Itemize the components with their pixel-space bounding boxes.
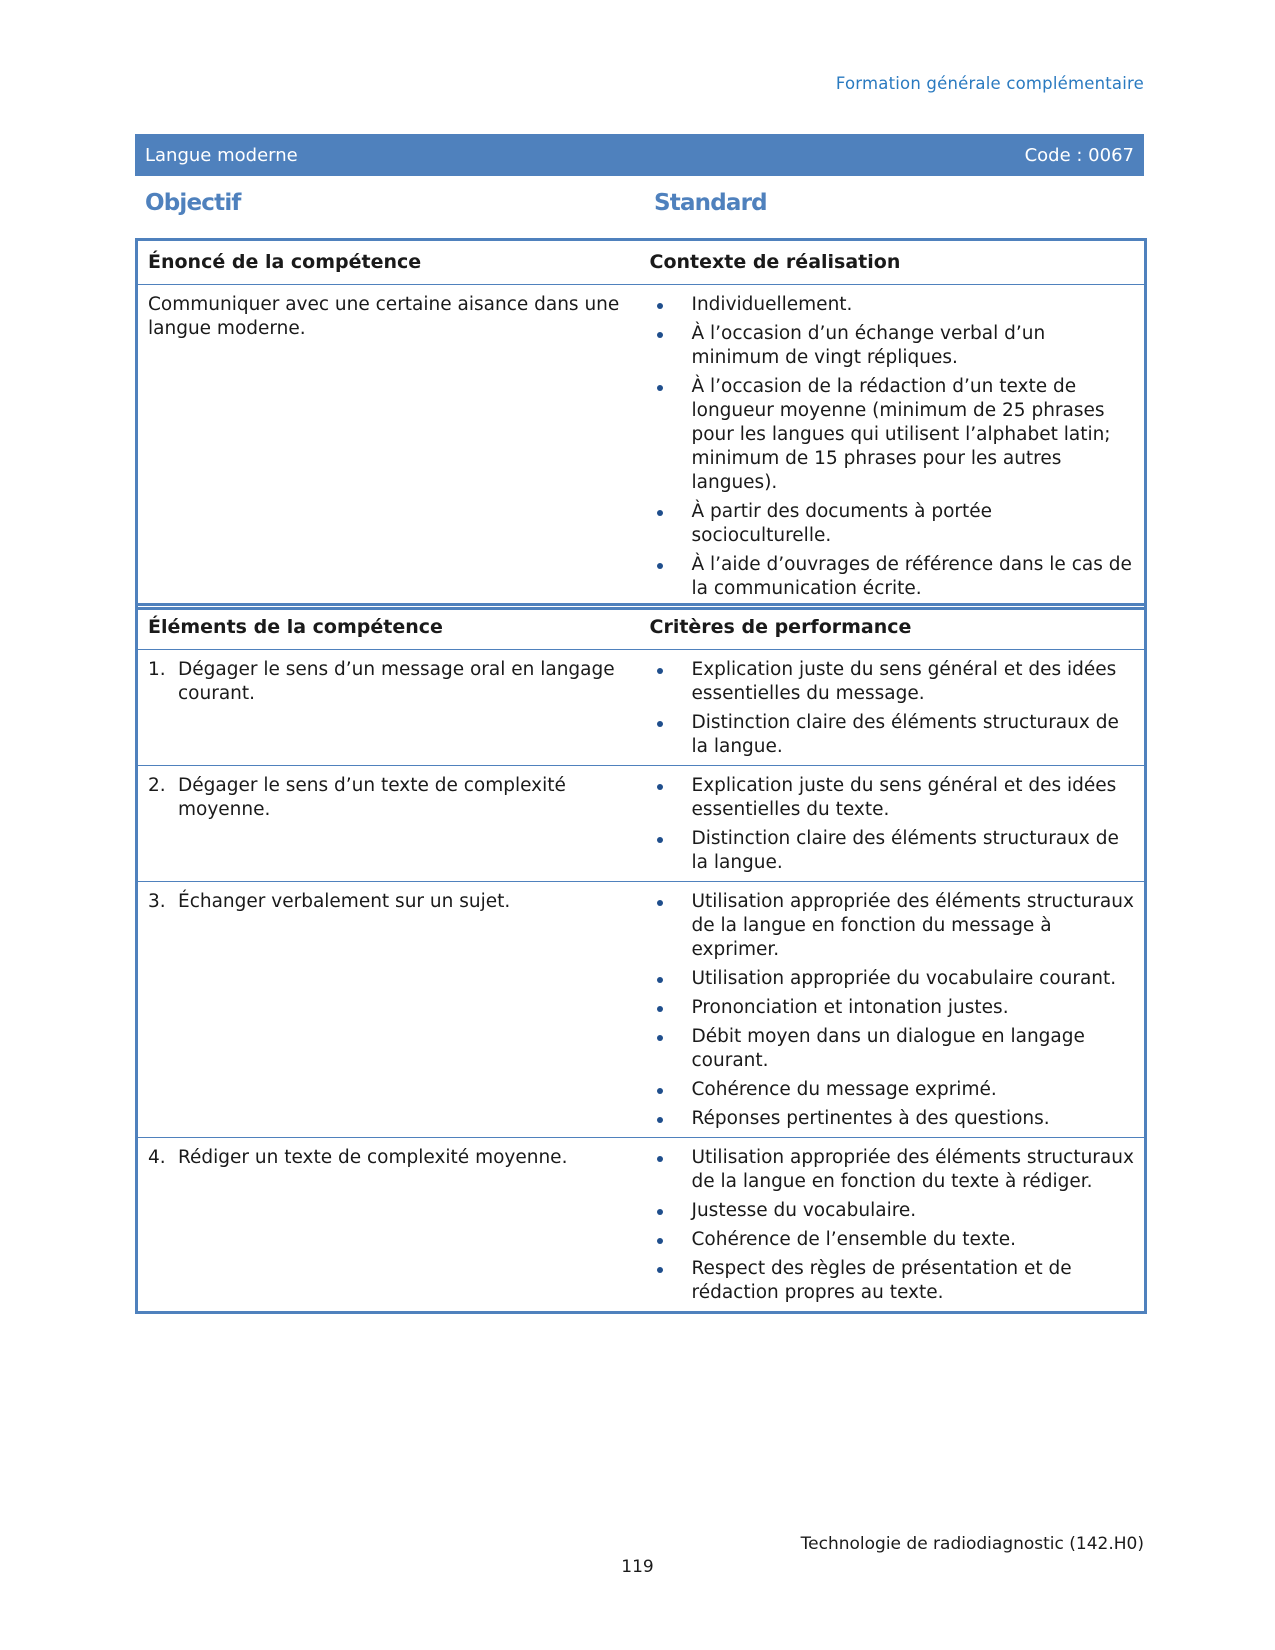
list-item: Prononciation et intonation justes. [650,996,1135,1020]
section-headings [135,190,1144,224]
header-criteres: Critères de performance [640,605,1146,650]
list-item: Distinction claire des éléments structuraux de la langue. [650,711,1135,759]
competence-statement: Communiquer avec une certaine aisance dans une langue moderne. [148,294,620,339]
objectif-heading: Objectif [145,190,241,216]
table-row [137,650,1146,766]
criteria-list [650,774,1135,875]
element-item: 1. Dégager le sens d’un message oral en langage courant. [148,659,615,704]
bullet-icon [657,563,663,569]
table-row [137,882,1146,1138]
list-item: Explication juste du sens général et des idées essentielles du message. [650,658,1135,706]
list-item: Distinction claire des éléments structuraux de la langue. [650,827,1135,875]
header-enonce: Énoncé de la compétence [137,240,640,285]
bullet-icon [657,668,663,674]
element-item: 3. Échanger verbalement sur un sujet. [148,891,511,912]
bullet-icon [657,1267,663,1273]
header-contexte: Contexte de réalisation [640,240,1146,285]
footer-program: Technologie de radiodiagnostic (142.H0) [800,1534,1144,1554]
criteria-list [650,658,1135,759]
list-item: Utilisation appropriée des éléments structuraux de la langue en fonction du message à exprimer. [650,890,1135,962]
bullet-icon [657,1238,663,1244]
criteria-list [650,890,1135,1131]
bullet-icon [657,1035,663,1041]
bullet-icon [657,1088,663,1094]
list-item: Cohérence du message exprimé. [650,1078,1135,1102]
bullet-icon [657,385,663,391]
list-item: Individuellement. [650,293,1135,317]
bullet-icon [657,1156,663,1162]
bullet-icon [657,900,663,906]
bullet-icon [657,784,663,790]
bullet-icon [657,837,663,843]
list-item: Utilisation appropriée du vocabulaire courant. [650,967,1135,991]
competence-statement-table [135,238,1147,610]
list-item: À l’occasion d’un échange verbal d’un minimum de vingt répliques. [650,322,1135,370]
standard-heading: Standard [654,190,767,216]
running-head: Formation générale complémentaire [835,74,1144,93]
list-item: Débit moyen dans un dialogue en langage courant. [650,1025,1135,1073]
bullet-icon [657,303,663,309]
bullet-icon [657,1006,663,1012]
list-item: Respect des règles de présentation et de rédaction propres au texte. [650,1257,1135,1305]
context-list [650,293,1135,601]
context-list-cell [640,285,1146,609]
competence-elements-table [135,603,1147,1314]
bullet-icon [657,1209,663,1215]
bullet-icon [657,721,663,727]
course-code: Code : 0067 [1024,144,1134,166]
page-number: 119 [621,1557,654,1577]
list-item: À partir des documents à portée socioculturelle. [650,500,1135,548]
list-item: À l’aide d’ouvrages de référence dans le cas de la communication écrite. [650,553,1135,601]
course-name: Langue moderne [145,144,298,166]
list-item: Cohérence de l’ensemble du texte. [650,1228,1135,1252]
criteria-list [650,1146,1135,1305]
course-title-bar [135,134,1144,176]
table-row [137,1138,1146,1313]
list-item: Explication juste du sens général et des idées essentielles du texte. [650,774,1135,822]
list-item: Réponses pertinentes à des questions. [650,1107,1135,1131]
list-item: Utilisation appropriée des éléments structuraux de la langue en fonction du texte à rédiger. [650,1146,1135,1194]
bullet-icon [657,977,663,983]
table-row [137,766,1146,882]
bullet-icon [657,1117,663,1123]
list-item: Justesse du vocabulaire. [650,1199,1135,1223]
element-item: 2. Dégager le sens d’un texte de complexité moyenne. [148,775,566,820]
list-item: À l’occasion de la rédaction d’un texte de longueur moyenne (minimum de 25 phrases pour les langues qui utilisent l’alphabet latin; minimum de 15 phrases pour les autres langues). [650,375,1135,495]
element-item: 4. Rédiger un texte de complexité moyenne. [148,1147,568,1168]
bullet-icon [657,332,663,338]
header-elements: Éléments de la compétence [137,605,640,650]
bullet-icon [657,510,663,516]
